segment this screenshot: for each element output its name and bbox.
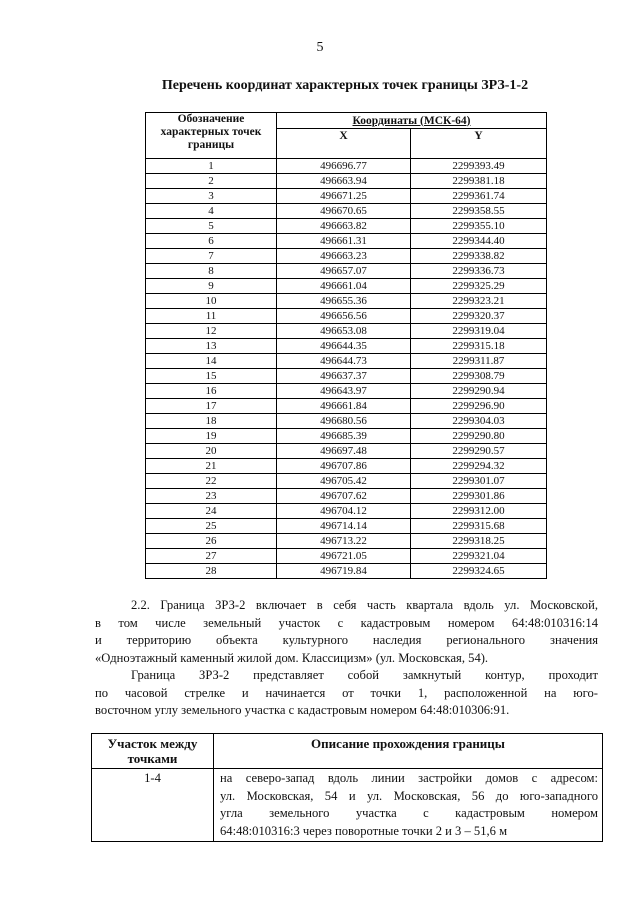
table-row xyxy=(146,489,547,504)
header-point-line: границы xyxy=(187,139,235,151)
table-row xyxy=(146,159,547,174)
x-cell: 496696.77 xyxy=(277,159,411,174)
y-cell: 2299308.79 xyxy=(411,369,547,384)
point-cell: 17 xyxy=(146,399,277,414)
header-point-line: Обозначение xyxy=(177,113,245,125)
x-cell: 496707.62 xyxy=(277,489,411,504)
description-line: на северо-запад вдоль линии застройки домов с адресом: xyxy=(220,771,598,785)
point-cell: 1 xyxy=(146,159,277,174)
table-row xyxy=(146,429,547,444)
y-cell: 2299318.25 xyxy=(411,534,547,549)
x-cell: 496661.31 xyxy=(277,234,411,249)
y-cell: 2299312.00 xyxy=(411,504,547,519)
table-row xyxy=(146,384,547,399)
table-row xyxy=(146,504,547,519)
x-cell: 496705.42 xyxy=(277,474,411,489)
header-segment-line: Участок между xyxy=(107,736,198,751)
header-coordinates: Координаты (МСК-64) xyxy=(277,113,547,129)
y-cell: 2299324.65 xyxy=(411,564,547,579)
y-cell: 2299315.18 xyxy=(411,339,547,354)
point-cell: 14 xyxy=(146,354,277,369)
table-row xyxy=(146,324,547,339)
point-cell: 25 xyxy=(146,519,277,534)
y-cell: 2299315.68 xyxy=(411,519,547,534)
page-title: Перечень координат характерных точек границы ЗРЗ-1-2 xyxy=(161,78,529,93)
y-cell: 2299393.49 xyxy=(411,159,547,174)
y-cell: 2299325.29 xyxy=(411,279,547,294)
x-cell: 496661.04 xyxy=(277,279,411,294)
point-cell: 9 xyxy=(146,279,277,294)
table-row xyxy=(146,279,547,294)
point-cell: 15 xyxy=(146,369,277,384)
paragraph-line: по часовой стрелке и начинается от точки 1, расположенной на юго- xyxy=(95,685,598,700)
header-point-designation xyxy=(146,113,277,159)
x-cell: 496643.97 xyxy=(277,384,411,399)
y-cell: 2299301.86 xyxy=(411,489,547,504)
table-row xyxy=(146,294,547,309)
description-cell xyxy=(214,769,603,842)
table-row xyxy=(146,204,547,219)
x-cell: 496680.56 xyxy=(277,414,411,429)
table-row xyxy=(92,769,603,842)
paragraph-line: и территорию объекта культурного наследия регионального значения xyxy=(95,633,598,647)
x-cell: 496663.82 xyxy=(277,219,411,234)
x-cell: 496656.56 xyxy=(277,309,411,324)
point-cell: 16 xyxy=(146,384,277,399)
table-row xyxy=(146,309,547,324)
table-row xyxy=(146,189,547,204)
y-cell: 2299323.21 xyxy=(411,294,547,309)
point-cell: 11 xyxy=(146,309,277,324)
x-cell: 496713.22 xyxy=(277,534,411,549)
point-cell: 22 xyxy=(146,474,277,489)
point-cell: 26 xyxy=(146,534,277,549)
header-description: Описание прохождения границы xyxy=(214,734,603,769)
x-cell: 496697.48 xyxy=(277,444,411,459)
x-cell: 496721.05 xyxy=(277,549,411,564)
x-cell: 496714.14 xyxy=(277,519,411,534)
point-cell: 24 xyxy=(146,504,277,519)
y-cell: 2299336.73 xyxy=(411,264,547,279)
point-cell: 20 xyxy=(146,444,277,459)
paragraph-line: «Одноэтажный каменный жилой дом. Классицизм» (ул. Московская, 54). xyxy=(95,650,489,665)
x-cell: 496644.73 xyxy=(277,354,411,369)
y-cell: 2299355.10 xyxy=(411,219,547,234)
table-row xyxy=(146,354,547,369)
table-row xyxy=(146,339,547,354)
table-row xyxy=(146,234,547,249)
point-cell: 10 xyxy=(146,294,277,309)
table-row xyxy=(146,474,547,489)
x-cell: 496644.35 xyxy=(277,339,411,354)
y-cell: 2299319.04 xyxy=(411,324,547,339)
y-cell: 2299320.37 xyxy=(411,309,547,324)
page-number: 5 xyxy=(316,40,324,55)
table-row xyxy=(146,459,547,474)
x-cell: 496704.12 xyxy=(277,504,411,519)
segment-cell: 1-4 xyxy=(92,769,214,842)
table-row xyxy=(146,564,547,579)
y-cell: 2299296.90 xyxy=(411,399,547,414)
table-row xyxy=(146,399,547,414)
paragraph-line: Граница ЗРЗ-2 представляет собой замкнутый контур, проходит xyxy=(131,668,598,682)
table-row xyxy=(146,219,547,234)
table-row xyxy=(146,444,547,459)
point-cell: 23 xyxy=(146,489,277,504)
table-row xyxy=(146,249,547,264)
point-cell: 4 xyxy=(146,204,277,219)
paragraph-line: восточном углу земельного участка с кадастровым номером 64:48:010306:91. xyxy=(95,703,510,717)
point-cell: 12 xyxy=(146,324,277,339)
table-row xyxy=(146,534,547,549)
point-cell: 7 xyxy=(146,249,277,264)
x-cell: 496670.65 xyxy=(277,204,411,219)
y-cell: 2299338.82 xyxy=(411,249,547,264)
header-segment-line: точками xyxy=(127,751,178,766)
x-cell: 496657.07 xyxy=(277,264,411,279)
x-cell: 496663.23 xyxy=(277,249,411,264)
y-cell: 2299290.94 xyxy=(411,384,547,399)
x-cell: 496661.84 xyxy=(277,399,411,414)
point-cell: 28 xyxy=(146,564,277,579)
paragraph-zone-boundary xyxy=(95,597,598,667)
point-cell: 3 xyxy=(146,189,277,204)
x-cell: 496719.84 xyxy=(277,564,411,579)
x-cell: 496655.36 xyxy=(277,294,411,309)
description-line: угла земельного участка с кадастровым номером xyxy=(220,806,598,820)
table-row xyxy=(146,369,547,384)
x-cell: 496653.08 xyxy=(277,324,411,339)
y-cell: 2299358.55 xyxy=(411,204,547,219)
header-y: Y xyxy=(411,129,547,159)
y-cell: 2299294.32 xyxy=(411,459,547,474)
y-cell: 2299290.80 xyxy=(411,429,547,444)
point-cell: 6 xyxy=(146,234,277,249)
y-cell: 2299311.87 xyxy=(411,354,547,369)
y-cell: 2299361.74 xyxy=(411,189,547,204)
paragraph-contour xyxy=(95,667,598,720)
x-cell: 496707.86 xyxy=(277,459,411,474)
description-line: 64:48:010316:3 через поворотные точки 2 и 3 – 51,6 м xyxy=(220,823,508,838)
y-cell: 2299381.18 xyxy=(411,174,547,189)
point-cell: 18 xyxy=(146,414,277,429)
x-cell: 496637.37 xyxy=(277,369,411,384)
point-cell: 27 xyxy=(146,549,277,564)
point-cell: 13 xyxy=(146,339,277,354)
paragraph-line: в том числе земельный участок с кадастровым номером 64:48:010316:14 xyxy=(95,615,598,630)
table-row xyxy=(146,174,547,189)
table-row xyxy=(146,519,547,534)
point-cell: 5 xyxy=(146,219,277,234)
y-cell: 2299304.03 xyxy=(411,414,547,429)
coordinates-table xyxy=(145,112,547,579)
point-cell: 8 xyxy=(146,264,277,279)
table-row xyxy=(146,549,547,564)
header-segment xyxy=(92,734,214,769)
x-cell: 496671.25 xyxy=(277,189,411,204)
x-cell: 496663.94 xyxy=(277,174,411,189)
point-cell: 2 xyxy=(146,174,277,189)
x-cell: 496685.39 xyxy=(277,429,411,444)
y-cell: 2299344.40 xyxy=(411,234,547,249)
y-cell: 2299290.57 xyxy=(411,444,547,459)
coordinates-table-body xyxy=(146,159,547,579)
point-cell: 21 xyxy=(146,459,277,474)
table-row xyxy=(146,264,547,279)
point-cell: 19 xyxy=(146,429,277,444)
paragraph-line: 2.2. Граница ЗРЗ-2 включает в себя часть квартала вдоль ул. Московской, xyxy=(131,598,598,612)
header-point-line: характерных точек xyxy=(160,126,262,138)
boundary-route-table xyxy=(91,733,603,842)
description-line: ул. Московская, 54 и ул. Московская, 56 до юго-западного xyxy=(220,788,598,803)
y-cell: 2299301.07 xyxy=(411,474,547,489)
y-cell: 2299321.04 xyxy=(411,549,547,564)
header-x: X xyxy=(277,129,411,159)
table-row xyxy=(146,414,547,429)
